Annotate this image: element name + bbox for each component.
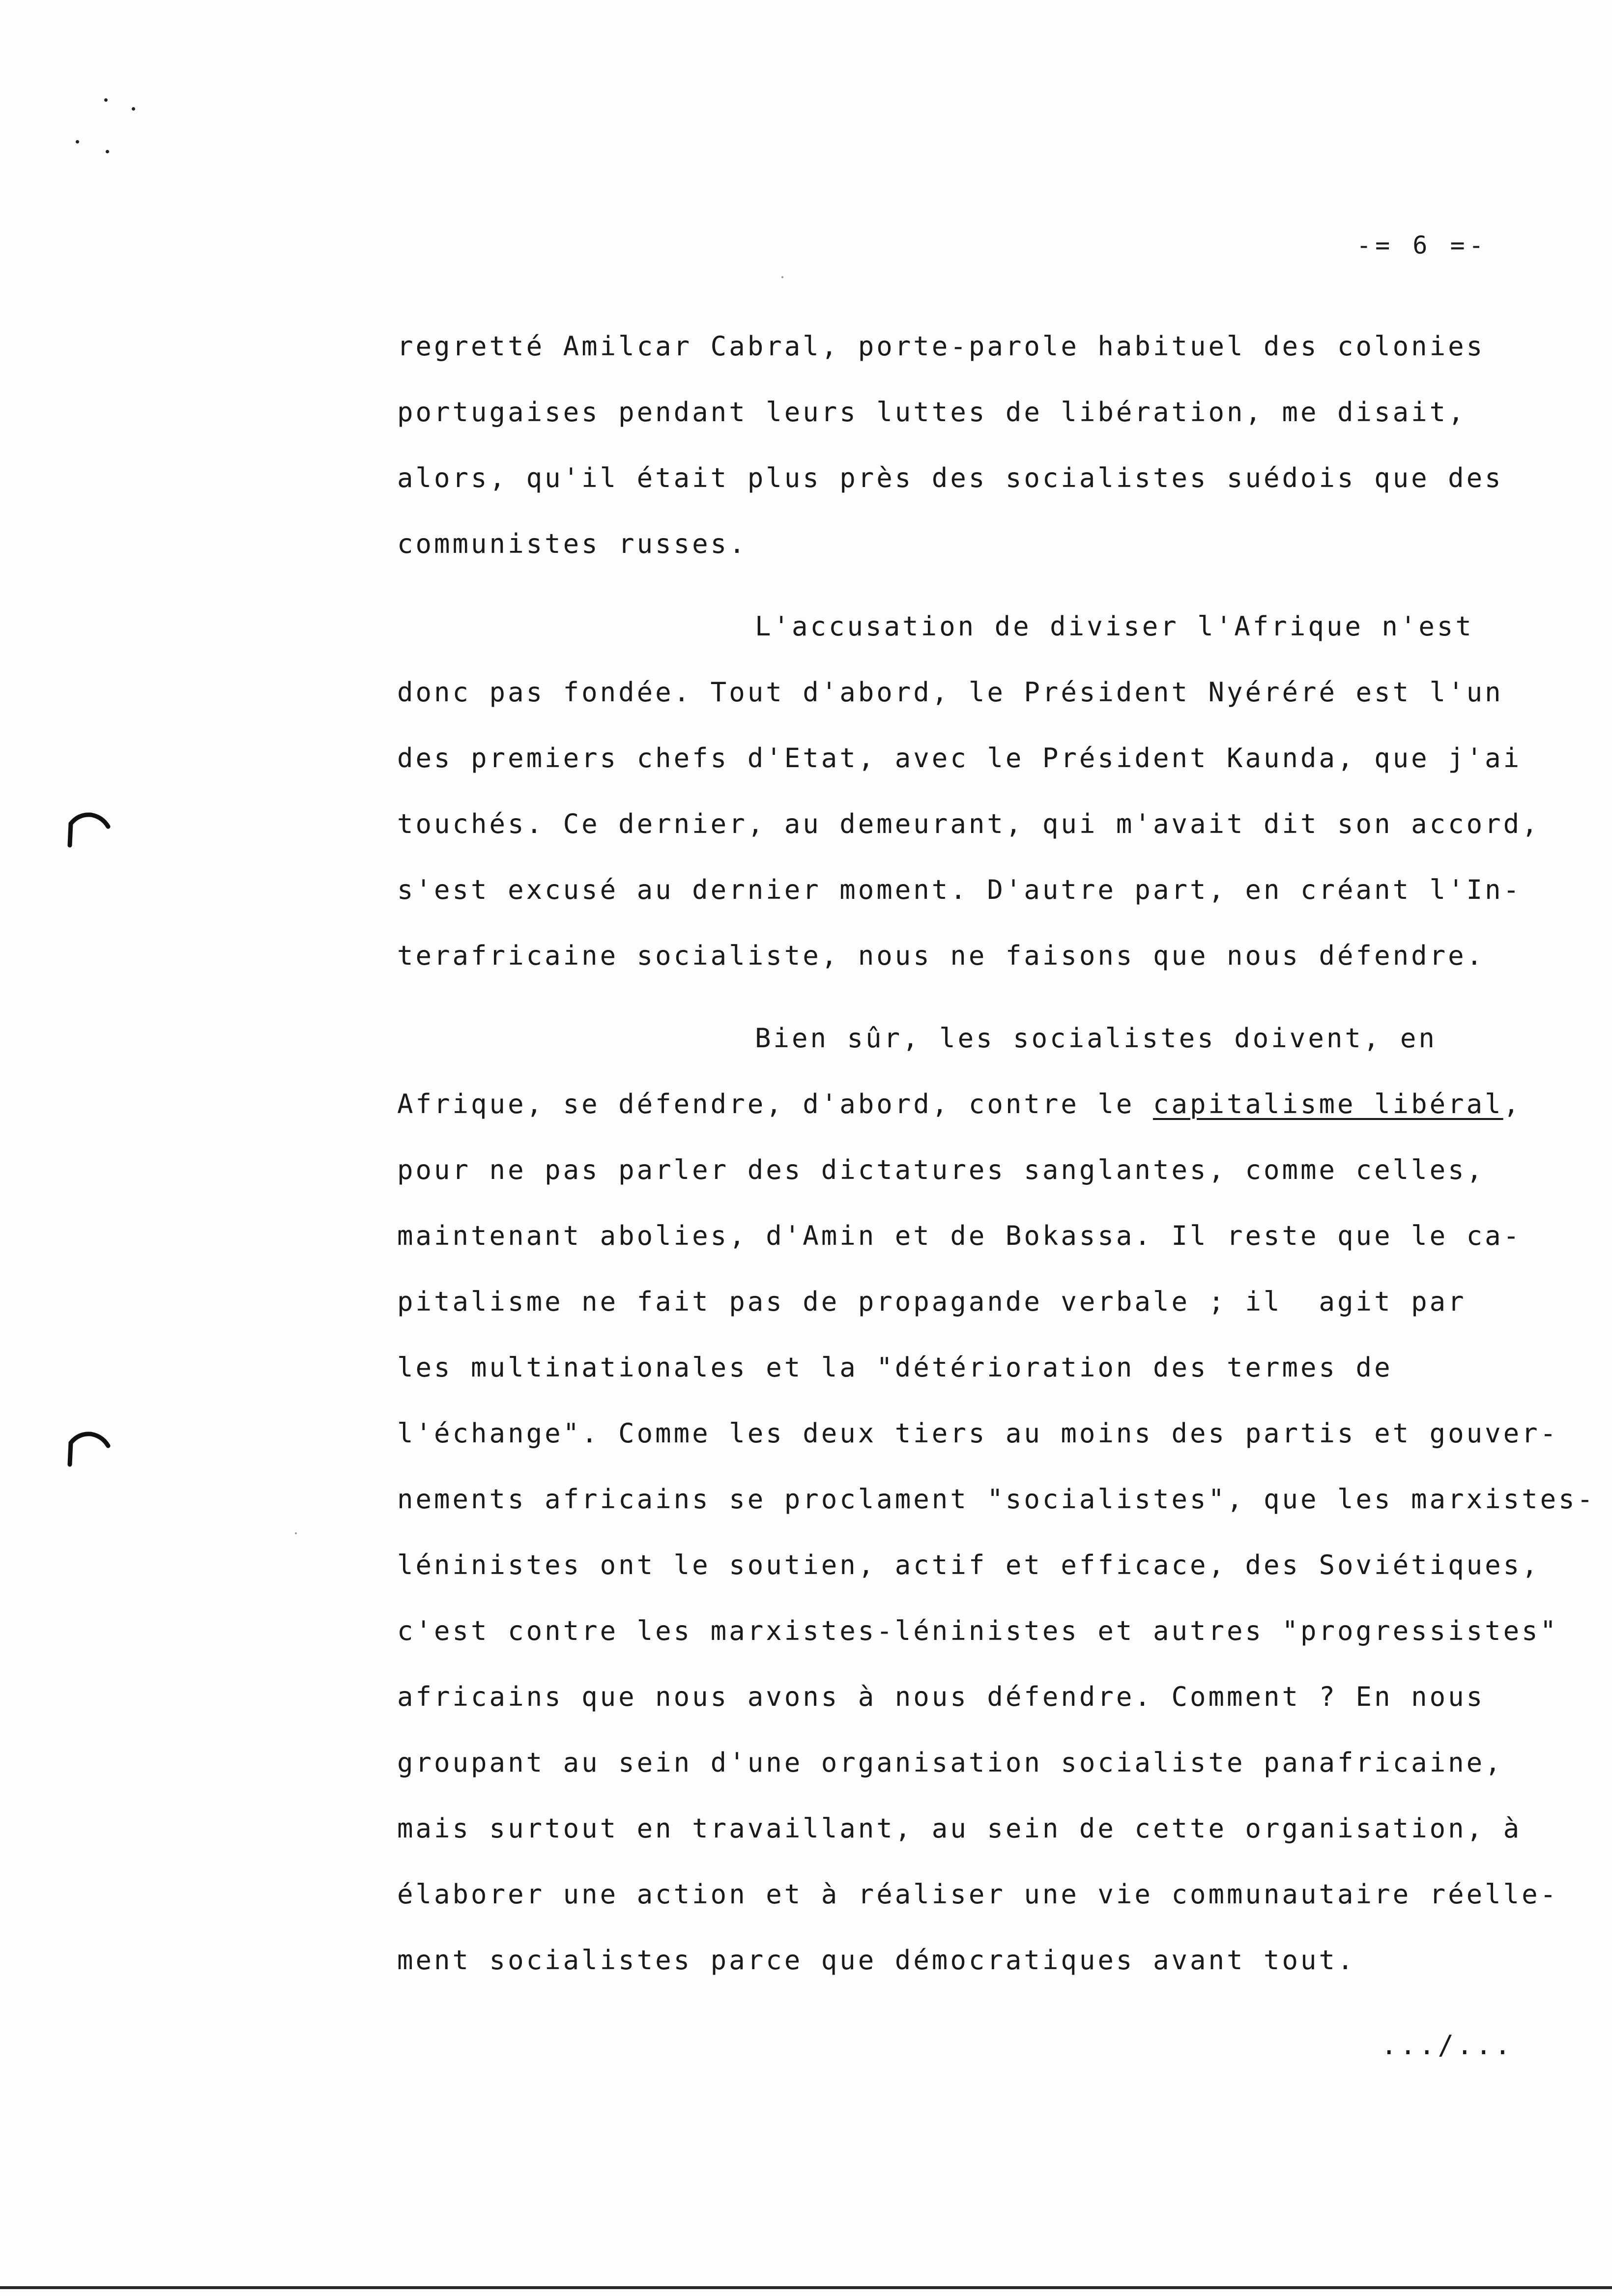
text-line: pour ne pas parler des dictatures sanglantes, comme celles,: [397, 1154, 1485, 1185]
text-line: s'est excusé au dernier moment. D'autre part, en créant l'In-: [397, 874, 1522, 905]
scan-speck: [295, 1532, 297, 1534]
text-line: nements africains se proclament "socialistes", que les marxistes-: [397, 1484, 1596, 1515]
underlined-term: capitalisme libéral: [1152, 1089, 1503, 1119]
text-line: africains que nous avons à nous défendre. Comment ? En nous: [397, 1681, 1485, 1712]
text-line: touchés. Ce dernier, au demeurant, qui m'avait dit son accord,: [397, 808, 1540, 839]
text-line: terafricaine socialiste, nous ne faisons que nous défendre.: [397, 940, 1485, 971]
text-line: donc pas fondée. Tout d'abord, le Président Nyéréré est l'un: [397, 677, 1503, 708]
text-line: alors, qu'il était plus près des socialistes suédois que des: [397, 462, 1503, 493]
margin-punch-mark-icon: [64, 1430, 113, 1469]
text-line: Bien sûr, les socialistes doivent, en: [755, 1023, 1437, 1054]
text-line: les multinationales et la "détérioration des termes de: [397, 1352, 1393, 1383]
text-line: élaborer une action et à réaliser une vie communautaire réelle-: [397, 1879, 1559, 1910]
scan-speck: [104, 98, 108, 102]
scan-speck: [781, 276, 783, 278]
text-line: L'accusation de diviser l'Afrique n'est: [755, 611, 1474, 642]
margin-punch-mark-icon: [64, 811, 113, 850]
text-line: pitalisme ne fait pas de propagande verbale ; il agit par: [397, 1286, 1467, 1317]
text-run: Afrique, se défendre, d'abord, contre le: [397, 1089, 1153, 1119]
text-line: maintenant abolies, d'Amin et de Bokassa. Il reste que le ca-: [397, 1220, 1522, 1251]
text-line: l'échange". Comme les deux tiers au moins des partis et gouver-: [397, 1418, 1559, 1449]
scan-bottom-edge: [0, 2286, 1612, 2289]
text-line: regretté Amilcar Cabral, porte-parole habituel des colonies: [397, 331, 1485, 362]
text-line: des premiers chefs d'Etat, avec le Président Kaunda, que j'ai: [397, 743, 1522, 774]
text-line: [397, 1091, 1522, 1118]
scan-speck: [132, 107, 135, 111]
text-line: c'est contre les marxistes-léninistes et autres "progressistes": [397, 1615, 1559, 1646]
text-line: portugaises pendant leurs luttes de libération, me disait,: [397, 397, 1467, 428]
text-line: groupant au sein d'une organisation socialiste panafricaine,: [397, 1747, 1503, 1778]
text-line: communistes russes.: [397, 528, 748, 559]
text-line: ment socialistes parce que démocratiques avant tout.: [397, 1945, 1356, 1976]
scan-speck: [106, 150, 109, 153]
text-line: léninistes ont le soutien, actif et efficace, des Soviétiques,: [397, 1550, 1540, 1580]
scan-speck: [76, 140, 79, 144]
page-number: -= 6 =-: [1356, 231, 1488, 259]
continuation-marker: .../...: [1381, 2030, 1514, 2061]
text-line: mais surtout en travaillant, au sein de cette organisation, à: [397, 1813, 1522, 1844]
text-run: ,: [1503, 1089, 1522, 1119]
